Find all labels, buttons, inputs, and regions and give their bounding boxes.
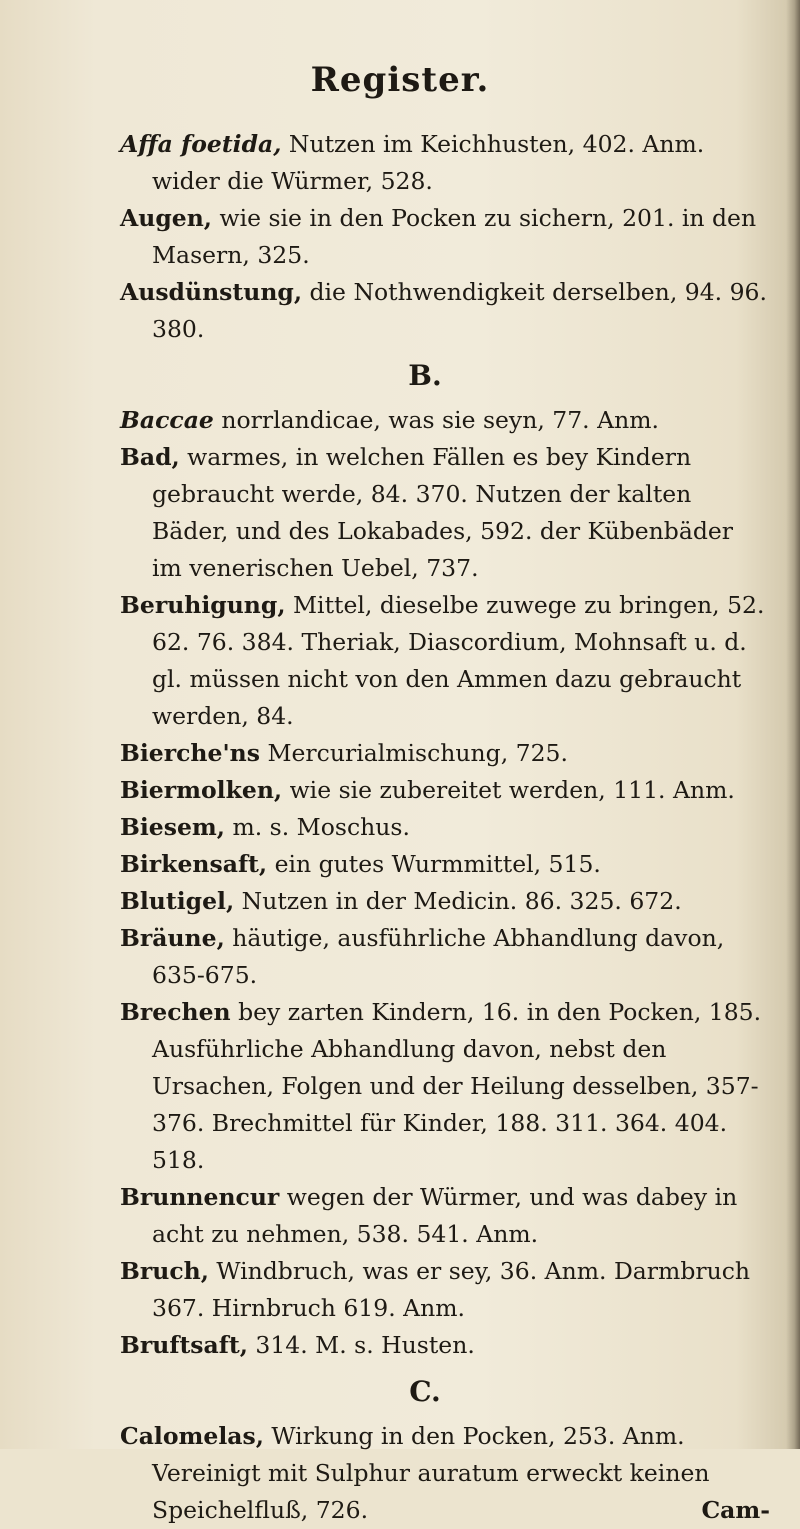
entry-augen: Augen, wie sie in den Pocken zu sichern, 201. in den Masern, 325. [120, 204, 757, 269]
section-letter-c: C. [409, 1375, 441, 1408]
entry-bruch: Bruch, Windbruch, was er sey, 36. Anm. Darmbruch 367. Hirnbruch 619. Anm. [120, 1257, 751, 1322]
entry-bierchens: Bierche'ns Mercurialmischung, 725. [120, 739, 568, 767]
entry-brechen: Brechen bey zarten Kindern, 16. in den Pocken, 185. Ausführliche Abhandlung davon, nebst den Ursachen, Folgen und der Heilung desselben, 357-376. Brechmittel für Kinder, 188. 311. 364. 404. 518. [120, 998, 762, 1174]
entry-beruhigung: Beruhigung, Mittel, dieselbe zuwege zu bringen, 52. 62. 76. 384. Theriak, Diascordium, Mohnsaft u. d. gl. müssen nicht von den Ammen dazu gebraucht werden, 84. [120, 591, 765, 730]
entry-brunnencur: Brunnencur wegen der Würmer, und was dabey in acht zu nehmen, 538. 541. Anm. [120, 1183, 738, 1248]
register-content [120, 126, 770, 1529]
entry-biermolken: Biermolken, wie sie zubereitet werden, 111. Anm. [120, 776, 735, 804]
page-edge-shadow [786, 0, 800, 1449]
section-letter-b: B. [408, 359, 442, 392]
entry-brustsaft: Bruftsaft, 314. M. s. Husten. [120, 1331, 475, 1359]
entry-birkensaft: Birkensaft, ein gutes Wurmmittel, 515. [120, 850, 601, 878]
catchword: Cam- [701, 1496, 770, 1524]
entry-baccae: Baccae norrlandicae, was sie seyn, 77. Anm. [120, 406, 659, 434]
page-header: Register. [310, 60, 490, 100]
entry-bad: Bad, warmes, in welchen Fällen es bey Kindern gebraucht werde, 84. 370. Nutzen der kalten Bäder, und des Lokabades, 592. der Kübenbäder im venerischen Uebel, 737. [120, 443, 734, 582]
entry-blutigel: Blutigel, Nutzen in der Medicin. 86. 325. 672. [120, 887, 682, 915]
entry-calomelas: Calomelas, Wirkung in den Pocken, 253. Anm. Vereinigt mit Sulphur auratum erweckt keinen Speichelfluß, 726. Cam- [120, 1418, 770, 1529]
entry-biesem: Biesem, m. s. Moschus. [120, 813, 410, 841]
entry-braeune: Bräune, häutige, ausführliche Abhandlung davon, 635-675. [120, 924, 725, 989]
entry-ausduenstung: Ausdünstung, die Nothwendigkeit derselben, 94. 96. 380. [120, 278, 767, 343]
entry-affa: Affa foetida, Nutzen im Keichhusten, 402. Anm. wider die Würmer, 528. [120, 130, 705, 195]
